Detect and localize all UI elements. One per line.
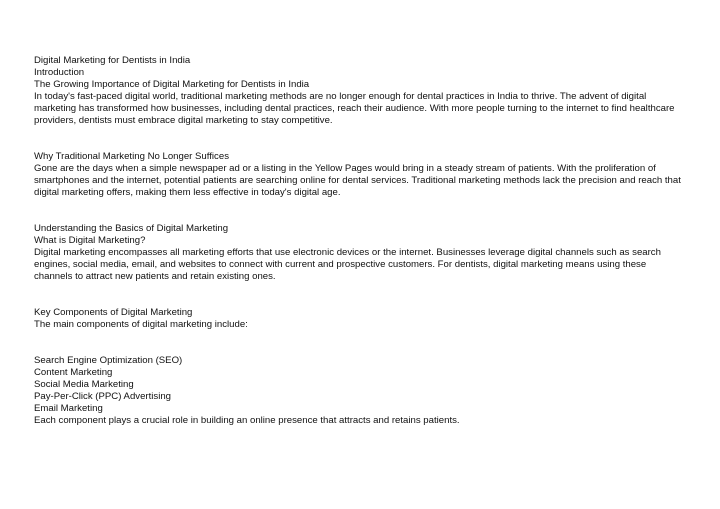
what-is-paragraph: Digital marketing encompasses all marketing efforts that use electronic devices or the internet. Businesses leverage digital channels such as search engines, social media, email, and websites to connect with current and prospective customers. For dentists, digital marketing means using these channels to attract new patients and retain existing ones. [34, 247, 661, 282]
list-item: Search Engine Optimization (SEO) [34, 355, 183, 366]
document-page [34, 55, 686, 427]
section-spacer [34, 331, 686, 355]
list-item: Pay-Per-Click (PPC) Advertising [34, 391, 172, 402]
key-components-heading: Key Components of Digital Marketing [34, 307, 193, 318]
key-components-intro: The main components of digital marketing include: [34, 319, 248, 330]
list-item: Social Media Marketing [34, 379, 134, 390]
closing-sentence: Each component plays a crucial role in building an online presence that attracts and retains patients. [34, 415, 460, 426]
section-spacer [34, 199, 686, 223]
what-is-heading: What is Digital Marketing? [34, 235, 146, 246]
growing-importance-paragraph: In today's fast-paced digital world, traditional marketing methods are no longer enough for dental practices in India to thrive. The advent of digital marketing has transformed how businesses, including dental practices, reach their audience. With more people turning to the internet to find healthcare providers, dentists must embrace digital marketing to stay competitive. [34, 91, 675, 126]
section-spacer [34, 283, 686, 307]
list-item: Email Marketing [34, 403, 103, 414]
basics-heading: Understanding the Basics of Digital Marketing [34, 223, 229, 234]
list-item: Content Marketing [34, 367, 113, 378]
intro-heading: Introduction [34, 67, 85, 78]
growing-importance-heading: The Growing Importance of Digital Marketing for Dentists in India [34, 79, 310, 90]
why-traditional-heading: Why Traditional Marketing No Longer Suffices [34, 151, 229, 162]
why-traditional-paragraph: Gone are the days when a simple newspaper ad or a listing in the Yellow Pages would bring in a steady stream of patients. With the proliferation of smartphones and the internet, potential patients are searching online for dental services. Traditional marketing methods lack the precision and reach that digital marketing offers, making them less effective in today's digital age. [34, 163, 681, 198]
document-title: Digital Marketing for Dentists in India [34, 55, 191, 66]
section-spacer [34, 127, 686, 151]
